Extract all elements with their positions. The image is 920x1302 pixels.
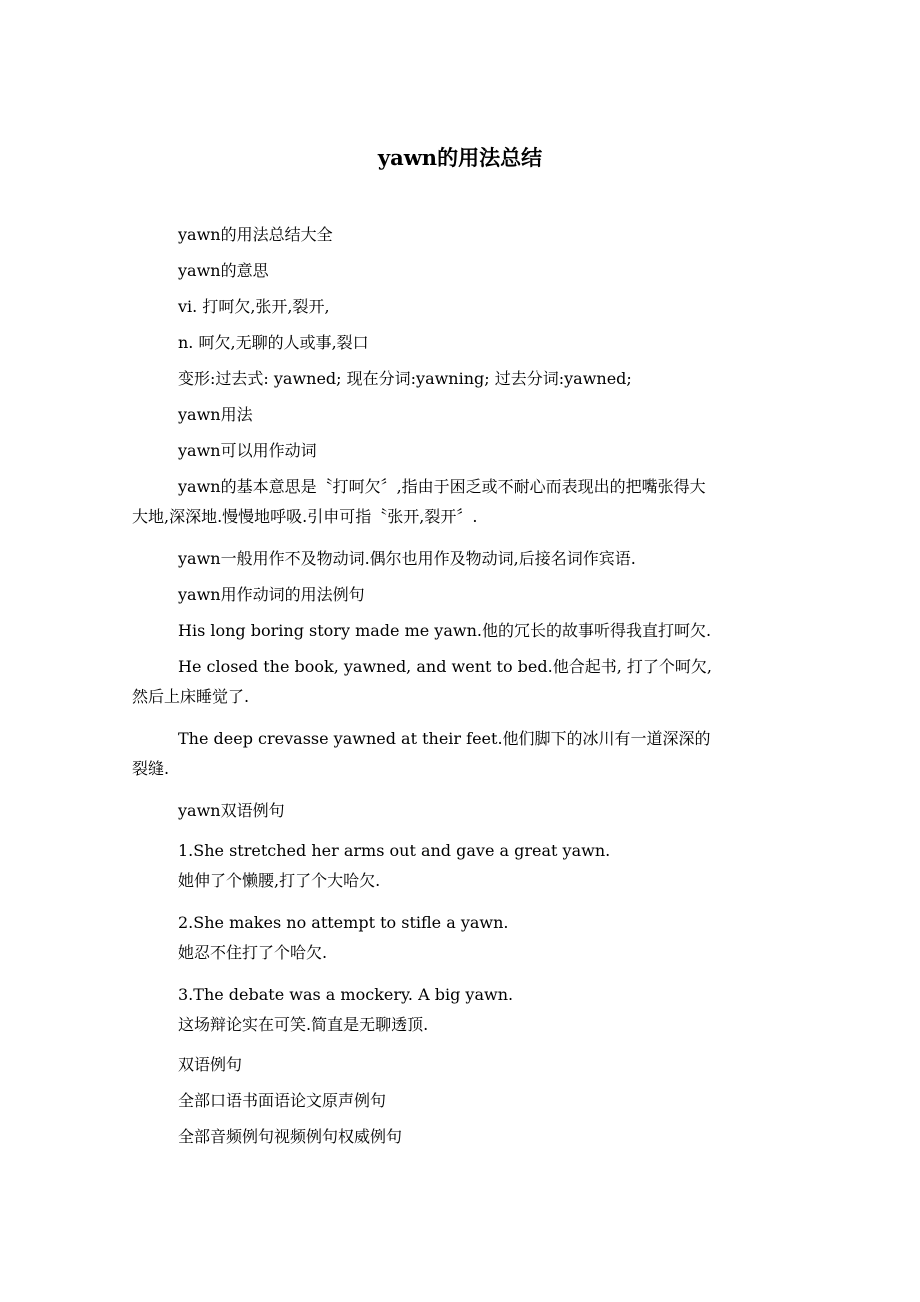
paragraph-word-forms [132, 364, 788, 394]
paragraph-n-definition [132, 328, 788, 358]
text-line: 她忍不住打了个哈欠. [178, 943, 328, 962]
paragraph-example-closed-book [132, 652, 788, 712]
paragraph-meaning-heading [132, 256, 788, 286]
paragraph-usage-summary [132, 220, 788, 250]
text-line: 然后上床睡觉了. [132, 687, 250, 706]
document-title: yawn的用法总结 [377, 145, 543, 170]
text-line: He closed the book, yawned, and went to bed.他合起书, 打了个呵欠, [178, 657, 712, 676]
text-line: His long boring story made me yawn.他的冗长的故事听得我直打呵欠. [178, 621, 712, 640]
text-line: 全部口语书面语论文原声例句 [178, 1091, 387, 1110]
text-line: 变形:过去式: yawned; 现在分词:yawning; 过去分词:yawned; [178, 369, 632, 388]
text-line: yawn的意思 [178, 261, 269, 280]
paragraph-bilingual-examples [132, 1050, 788, 1080]
text-line: 这场辩论实在可笑.简直是无聊透顶. [178, 1015, 429, 1034]
paragraph-bilingual-example-1 [132, 836, 788, 896]
text-line: yawn用作动词的用法例句 [178, 585, 365, 604]
paragraph-all-spoken-written [132, 1086, 788, 1116]
text-line: vi. 打呵欠,张开,裂开, [178, 297, 330, 316]
text-line: 她伸了个懒腰,打了个大哈欠. [178, 871, 381, 890]
text-line: 双语例句 [178, 1055, 243, 1074]
paragraph-bilingual-heading [132, 796, 788, 826]
text-line: 1.She stretched her arms out and gave a great yawn. [178, 841, 611, 860]
text-line: yawn的用法总结大全 [178, 225, 333, 244]
text-line: 2.She makes no attempt to stifle a yawn. [178, 913, 509, 932]
paragraph-example-crevasse [132, 724, 788, 784]
text-line: yawn的基本意思是〝打呵欠〞,指由于困乏或不耐心而表现出的把嘴张得大 [178, 477, 706, 496]
paragraph-bilingual-example-2 [132, 908, 788, 968]
paragraph-vi-definition [132, 292, 788, 322]
paragraph-example-story [132, 616, 788, 646]
text-line: yawn双语例句 [178, 801, 285, 820]
paragraph-all-audio-video [132, 1122, 788, 1152]
paragraph-intransitive-note [132, 544, 788, 574]
text-line: The deep crevasse yawned at their feet.他们脚下的冰川有一道深深的 [178, 729, 711, 748]
paragraph-basic-meaning [132, 472, 788, 532]
text-line: 大地,深深地.慢慢地呼吸.引申可指〝张开,裂开〞. [132, 507, 478, 526]
text-line: 全部音频例句视频例句权威例句 [178, 1127, 403, 1146]
paragraph-bilingual-example-3 [132, 980, 788, 1040]
paragraph-verb-usage [132, 436, 788, 466]
paragraph-usage-heading [132, 400, 788, 430]
text-line: n. 呵欠,无聊的人或事,裂口 [178, 333, 369, 352]
text-line: yawn可以用作动词 [178, 441, 317, 460]
text-line: yawn一般用作不及物动词.偶尔也用作及物动词,后接名词作宾语. [178, 549, 636, 568]
text-line: yawn用法 [178, 405, 253, 424]
text-line: 裂缝. [132, 759, 170, 778]
text-line: 3.The debate was a mockery. A big yawn. [178, 985, 514, 1004]
paragraph-verb-examples-heading [132, 580, 788, 610]
